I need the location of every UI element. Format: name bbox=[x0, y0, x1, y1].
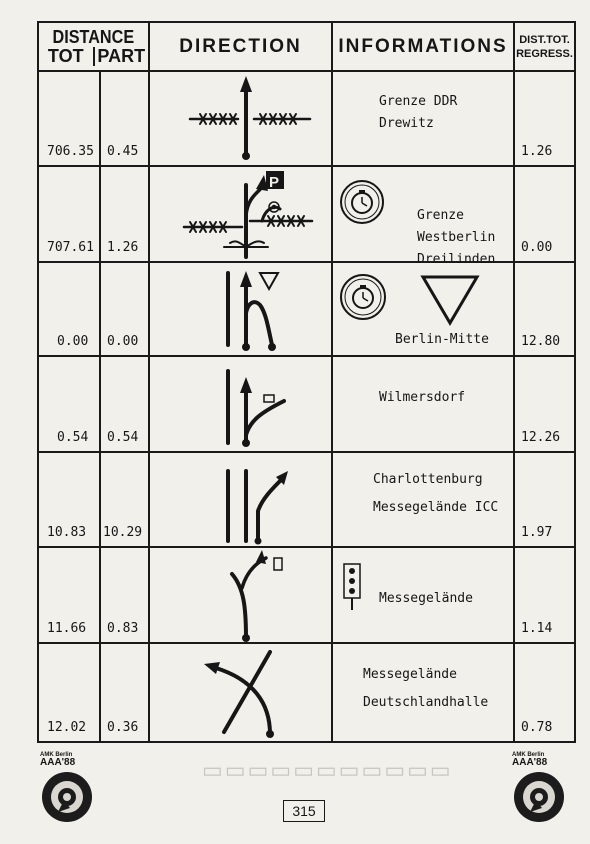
direction-diagram bbox=[150, 548, 332, 642]
info-line: Westberlin bbox=[417, 230, 496, 245]
info-line: Drewitz bbox=[379, 116, 434, 131]
info-line: Deutschlandhalle bbox=[363, 695, 489, 710]
direction-diagram bbox=[150, 263, 332, 355]
dist-regress: 1.14 bbox=[521, 621, 553, 636]
direction-diagram bbox=[150, 167, 332, 261]
rally-badge-left bbox=[40, 752, 94, 824]
distance-part: 0.83 bbox=[107, 621, 139, 636]
table-row bbox=[39, 453, 574, 548]
direction-diagram bbox=[150, 453, 332, 546]
header-distance-label: DISTANCE bbox=[52, 26, 135, 47]
dist-regress: 1.97 bbox=[521, 525, 553, 540]
dist-regress: 0.00 bbox=[521, 240, 553, 255]
rally-wheel-icon bbox=[40, 770, 94, 824]
yield-sign-icon bbox=[419, 273, 481, 329]
distance-part: 0.36 bbox=[107, 720, 139, 735]
distance-part: 0.54 bbox=[107, 430, 139, 445]
header-regress: REGRESS. bbox=[516, 47, 573, 60]
distance-tot: 0.54 bbox=[57, 430, 89, 445]
distance-part: 10.29 bbox=[103, 525, 143, 540]
info-line: Messegelände bbox=[379, 591, 473, 606]
distance-tot: 12.02 bbox=[47, 720, 87, 735]
info-line: Wilmersdorf bbox=[379, 390, 466, 405]
distance-part: 0.00 bbox=[107, 334, 139, 349]
table-row bbox=[39, 263, 574, 357]
header-dist-tot-regress bbox=[515, 23, 574, 72]
distance-part: 1.26 bbox=[107, 240, 139, 255]
distance-tot: 707.61 bbox=[47, 240, 94, 255]
info-line: Berlin-Mitte bbox=[395, 332, 489, 347]
info-line: Grenze bbox=[417, 208, 464, 223]
table-row bbox=[39, 548, 574, 644]
dist-regress: 1.26 bbox=[521, 144, 553, 159]
direction-diagram bbox=[150, 357, 332, 451]
dist-regress: 12.26 bbox=[521, 430, 561, 445]
info-line: Grenze DDR bbox=[379, 94, 458, 109]
badge-title: AAA'88 bbox=[512, 757, 548, 768]
traffic-light-icon bbox=[341, 562, 363, 612]
rally-badge-right bbox=[512, 752, 566, 824]
customs-sign-icon bbox=[339, 273, 387, 321]
header-informations-label: INFORMATIONS bbox=[338, 35, 508, 57]
header-dist-tot: DIST.TOT. bbox=[519, 33, 570, 46]
distance-part: 0.45 bbox=[107, 144, 139, 159]
table-row bbox=[39, 644, 574, 741]
dist-regress: 0.78 bbox=[521, 720, 553, 735]
distance-tot: 11.66 bbox=[47, 621, 87, 636]
direction-diagram bbox=[150, 72, 332, 165]
badge-title: AAA'88 bbox=[40, 757, 76, 768]
badge-organizer: AMK Berlin bbox=[512, 752, 545, 758]
customs-sign-icon bbox=[339, 179, 385, 225]
info-line: Messegelände bbox=[363, 667, 457, 682]
header-direction-label: DIRECTION bbox=[179, 35, 302, 57]
parking-sign-letter: P bbox=[269, 174, 280, 191]
badge-organizer: AMK Berlin bbox=[40, 752, 73, 758]
bleed-through-text: ▭▭▭▭▭▭▭▭▭▭▭ bbox=[200, 761, 451, 786]
header-direction bbox=[150, 23, 333, 72]
table-row bbox=[39, 357, 574, 453]
page-number: 315 bbox=[283, 800, 325, 822]
header-informations bbox=[333, 23, 515, 72]
rally-wheel-icon bbox=[512, 770, 566, 824]
distance-tot: 10.83 bbox=[47, 525, 87, 540]
info-line: Messegelände ICC bbox=[373, 500, 499, 515]
direction-diagram bbox=[150, 644, 332, 741]
distance-tot: 0.00 bbox=[57, 334, 89, 349]
table-row bbox=[39, 72, 574, 167]
dist-regress: 12.80 bbox=[521, 334, 561, 349]
header-distance bbox=[39, 23, 150, 72]
table-row bbox=[39, 167, 574, 267]
header-tot: TOT bbox=[39, 47, 95, 66]
roadbook-table bbox=[37, 21, 576, 743]
info-line: Dreilinden bbox=[417, 252, 496, 267]
distance-tot: 706.35 bbox=[47, 144, 94, 159]
info-line: Charlottenburg bbox=[373, 472, 483, 487]
header-part: PART bbox=[97, 45, 146, 66]
